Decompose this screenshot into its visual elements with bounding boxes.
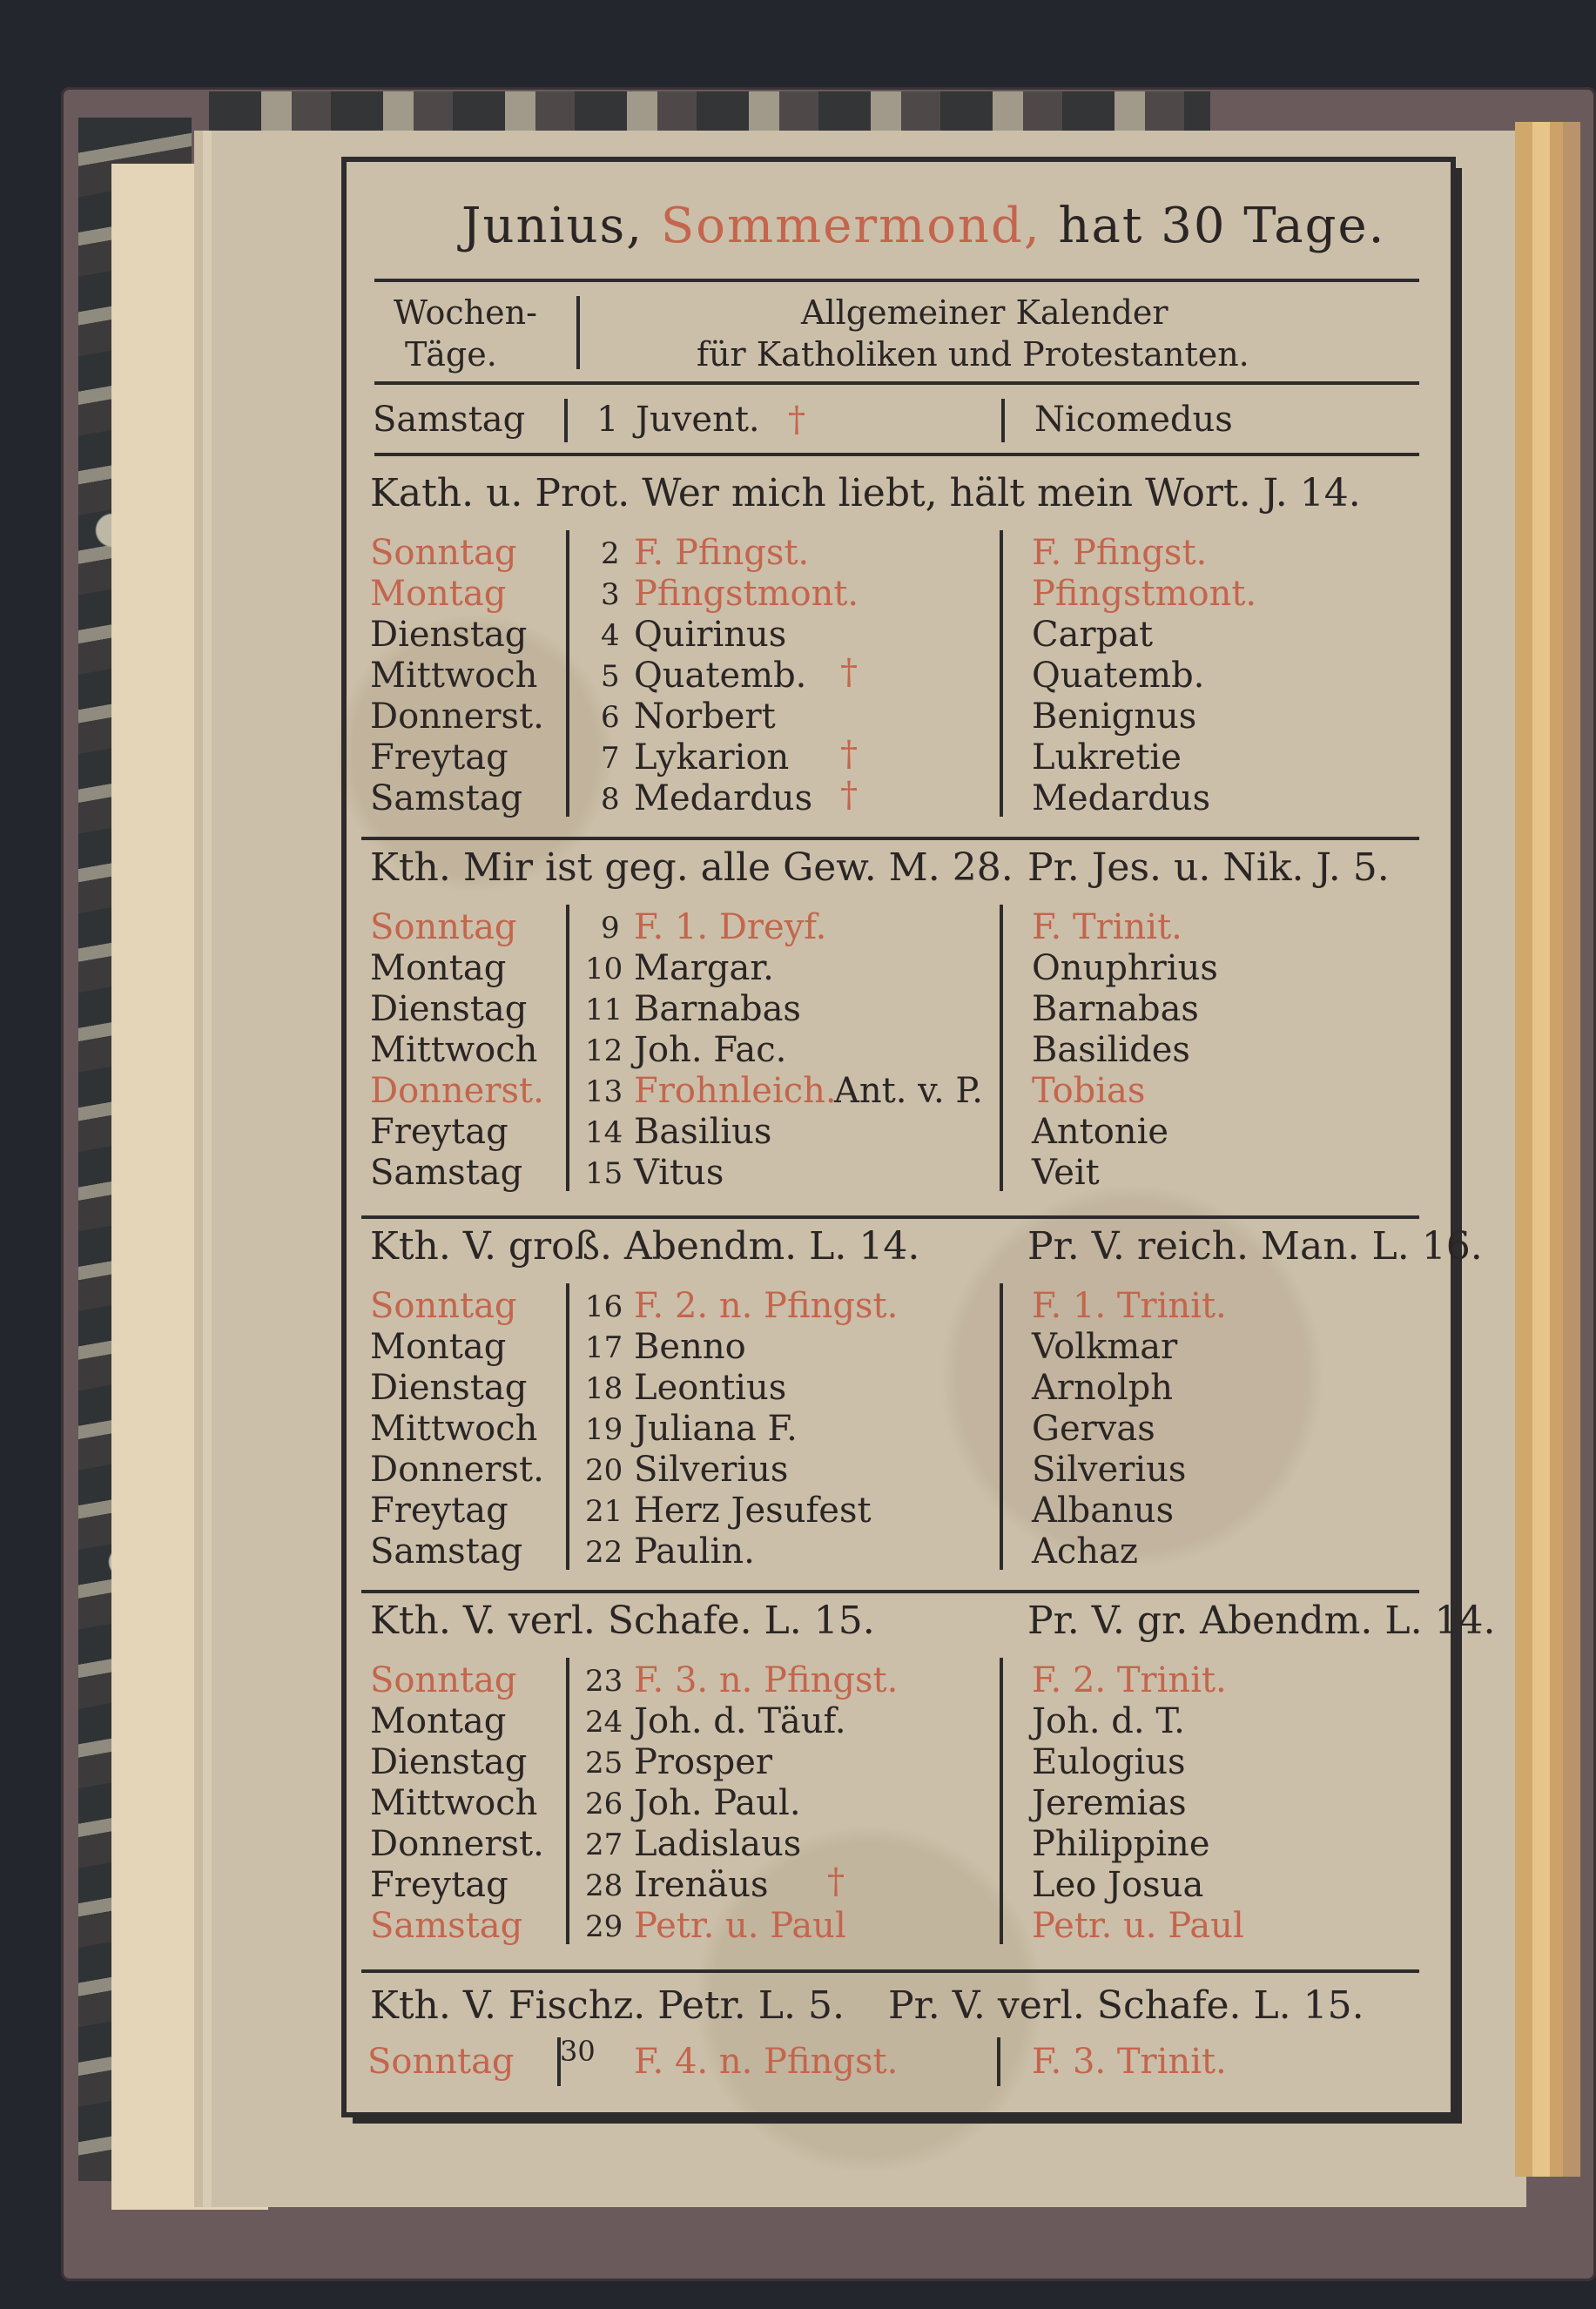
divider [374, 279, 1419, 282]
day-name: Sonntag [370, 533, 517, 573]
day-number: 5 [601, 659, 620, 694]
header-calendar-2: für Katholiken und Protestanten. [697, 335, 1249, 374]
title-days: hat 30 Tage. [1058, 198, 1386, 254]
day-name: Sonntag [370, 1660, 517, 1700]
divider [566, 530, 569, 817]
day-name: Freytag [370, 1865, 508, 1905]
divider [361, 1215, 1419, 1219]
kath-saint: F. 4. n. Pfingst. [634, 2042, 899, 2082]
fast-cross: † [788, 400, 805, 440]
kath-saint: Vitus [634, 1153, 724, 1193]
fast-cross: † [840, 775, 858, 815]
kath-saint: Barnabas [634, 989, 801, 1029]
prot-saint: Veit [1032, 1153, 1100, 1193]
divider [1001, 399, 1005, 442]
prot-saint: Medardus [1032, 778, 1211, 818]
week-motto-right: Pr. V. reich. Man. L. 16. [1027, 1224, 1483, 1269]
fast-cross: † [840, 652, 858, 692]
day-name: Dienstag [370, 1368, 528, 1408]
kath-saint: Benno [634, 1327, 746, 1367]
day-number: 1 [596, 400, 619, 440]
kath-saint: Herz Jesufest [634, 1491, 872, 1531]
day-number: 22 [585, 1535, 623, 1570]
prot-saint: Onuphrius [1032, 948, 1218, 988]
day-name: Mittwoch [370, 1783, 538, 1823]
prot-saint: Nicomedus [1034, 400, 1233, 440]
week-motto-left: Kth. V. Fischz. Petr. L. 5. [370, 1983, 845, 2028]
divider [566, 905, 569, 1191]
title-name: Sommermond, [660, 198, 1041, 254]
day-number: 17 [585, 1330, 623, 1365]
day-number: 29 [585, 1909, 623, 1944]
fast-cross: † [840, 734, 858, 774]
kath-saint: Joh. Fac. [634, 1030, 787, 1070]
prot-saint: Gervas [1032, 1409, 1155, 1449]
day-name: Donnerst. [370, 697, 544, 737]
day-name: Sonntag [367, 2042, 515, 2082]
day-name: Montag [370, 574, 507, 614]
kath-saint: Petr. u. Paul [634, 1906, 846, 1946]
day-name: Sonntag [370, 907, 517, 947]
prot-saint: F. 3. Trinit. [1032, 2042, 1227, 2082]
divider [1000, 905, 1003, 1191]
divider [1000, 1658, 1003, 1944]
prot-saint: F. 2. Trinit. [1032, 1660, 1227, 1700]
fast-cross: † [827, 1861, 845, 1902]
prot-saint: Philippine [1032, 1824, 1210, 1864]
kath-saint: Irenäus [634, 1865, 769, 1905]
divider [361, 1969, 1419, 1973]
header-calendar-1: Allgemeiner Kalender [801, 293, 1168, 332]
day-name: Dienstag [370, 989, 528, 1029]
prot-saint: Arnolph [1032, 1368, 1174, 1408]
kath-saint: Frohnleich. [634, 1071, 837, 1111]
kath-saint: Quatemb. [634, 656, 807, 696]
day-number: 6 [601, 700, 620, 735]
divider [564, 399, 568, 442]
prot-saint: F. Pfingst. [1032, 533, 1208, 573]
day-number: 7 [601, 741, 620, 776]
prot-saint: Joh. d. T. [1032, 1701, 1185, 1741]
week-motto-right: Pr. V. gr. Abendm. L. 14. [1027, 1599, 1496, 1643]
day-name: Mittwoch [370, 1030, 538, 1070]
prot-saint: Volkmar [1032, 1327, 1178, 1367]
day-name: Donnerst. [370, 1824, 544, 1864]
day-number: 28 [585, 1868, 623, 1903]
day-number: 24 [585, 1705, 623, 1740]
day-number: 12 [585, 1033, 623, 1068]
day-name: Montag [370, 1327, 507, 1367]
kath-saint: Margar. [634, 948, 774, 988]
week-motto-right: Pr. Jes. u. Nik. J. 5. [1027, 845, 1390, 890]
divider [1000, 530, 1003, 817]
kath-saint: Juliana F. [634, 1409, 798, 1449]
kath-saint: Lykarion [634, 737, 790, 778]
day-name: Samstag [373, 400, 526, 440]
kath-saint: Prosper [634, 1742, 773, 1782]
kath-saint: Paulin. [634, 1531, 755, 1572]
kath-saint: F. 2. n. Pfingst. [634, 1286, 899, 1326]
divider [576, 296, 580, 369]
day-number: 20 [585, 1453, 623, 1488]
day-name: Montag [370, 1701, 507, 1741]
divider [374, 381, 1419, 385]
day-number: 10 [585, 952, 623, 986]
divider [361, 837, 1419, 840]
day-name: Montag [370, 948, 507, 988]
day-number: 25 [585, 1746, 623, 1781]
day-number: 30 [560, 2035, 596, 2068]
divider [566, 1283, 569, 1570]
day-number: 18 [585, 1371, 623, 1406]
divider [566, 1658, 569, 1944]
page-title [461, 198, 1386, 254]
divider [374, 453, 1419, 456]
day-name: Dienstag [370, 1742, 528, 1782]
kath-saint: Silverius [634, 1450, 789, 1490]
page-edges-right [1515, 122, 1580, 2177]
kath-saint: F. 1. Dreyf. [634, 907, 827, 947]
prot-saint: Silverius [1032, 1450, 1187, 1490]
day-name: Mittwoch [370, 1409, 538, 1449]
day-number: 13 [585, 1074, 623, 1109]
header-weekday-1: Wochen- [394, 293, 537, 332]
kath-saint: Medardus [634, 778, 813, 818]
day-number: 11 [585, 993, 623, 1027]
day-number: 3 [601, 577, 620, 612]
prot-saint: Jeremias [1032, 1783, 1187, 1823]
prot-saint: Leo Josua [1032, 1865, 1204, 1905]
prot-saint: F. Trinit. [1032, 907, 1182, 947]
prot-saint: Quatemb. [1032, 656, 1205, 696]
prot-saint: Benignus [1032, 697, 1197, 737]
kath-saint: Pfingstmont. [634, 574, 859, 614]
prot-saint: Barnabas [1032, 989, 1199, 1029]
prot-saint: Albanus [1032, 1491, 1175, 1531]
prot-saint: Antonie [1032, 1112, 1169, 1152]
day-number: 4 [601, 618, 620, 653]
day-number: 8 [601, 782, 620, 817]
kath-extra: Ant. v. P. [834, 1071, 983, 1111]
day-number: 14 [585, 1115, 623, 1150]
day-name: Samstag [370, 1906, 523, 1946]
day-name: Dienstag [370, 615, 528, 655]
kath-saint: Joh. Paul. [634, 1783, 801, 1823]
marbled-top-edge [209, 91, 1210, 133]
week-motto-right: Pr. V. verl. Schafe. L. 15. [888, 1983, 1364, 2028]
day-number: 2 [601, 536, 620, 571]
kath-saint: Basilius [634, 1112, 772, 1152]
day-number: 16 [585, 1289, 623, 1324]
kath-saint: Juvent. [636, 400, 760, 440]
day-name: Freytag [370, 737, 508, 778]
kath-saint: Quirinus [634, 615, 787, 655]
divider [997, 2037, 1000, 2086]
prot-saint: Pfingstmont. [1032, 574, 1257, 614]
prot-saint: Achaz [1032, 1531, 1138, 1572]
day-name: Donnerst. [370, 1450, 544, 1490]
week-motto-left: Kth. Mir ist geg. alle Gew. M. 28. [370, 845, 1013, 890]
week-motto-left: Kth. V. verl. Schafe. L. 15. [370, 1599, 875, 1643]
week-motto-left: Kath. u. Prot. Wer mich liebt, hält mein Wort. J. 14. [370, 471, 1361, 515]
day-name: Mittwoch [370, 656, 538, 696]
day-name: Sonntag [370, 1286, 517, 1326]
day-number: 19 [585, 1412, 623, 1447]
prot-saint: F. 1. Trinit. [1032, 1286, 1227, 1326]
prot-saint: Carpat [1032, 615, 1154, 655]
day-name: Freytag [370, 1491, 508, 1531]
prot-saint: Lukretie [1032, 737, 1182, 778]
kath-saint: Ladislaus [634, 1824, 802, 1864]
day-number: 26 [585, 1787, 623, 1821]
prot-saint: Tobias [1032, 1071, 1146, 1111]
title-month: Junius, [461, 198, 644, 254]
kath-saint: F. Pfingst. [634, 533, 810, 573]
prot-saint: Basilides [1032, 1030, 1190, 1070]
kath-saint: Leontius [634, 1368, 787, 1408]
day-number: 27 [585, 1828, 623, 1862]
header-weekday-2: Täge. [405, 335, 497, 374]
kath-saint: Norbert [634, 697, 776, 737]
day-number: 23 [585, 1664, 623, 1699]
divider [361, 1590, 1419, 1593]
day-number: 9 [601, 911, 620, 946]
day-name: Samstag [370, 778, 523, 818]
day-name: Samstag [370, 1153, 523, 1193]
prot-saint: Petr. u. Paul [1032, 1906, 1244, 1946]
day-name: Donnerst. [370, 1071, 544, 1111]
divider [1000, 1283, 1003, 1570]
day-name: Freytag [370, 1112, 508, 1152]
prot-saint: Eulogius [1032, 1742, 1186, 1782]
day-name: Samstag [370, 1531, 523, 1572]
week-motto-left: Kth. V. groß. Abendm. L. 14. [370, 1224, 920, 1269]
kath-saint: Joh. d. Täuf. [634, 1701, 846, 1741]
day-number: 15 [585, 1156, 623, 1191]
kath-saint: F. 3. n. Pfingst. [634, 1660, 899, 1700]
day-number: 21 [585, 1494, 623, 1529]
